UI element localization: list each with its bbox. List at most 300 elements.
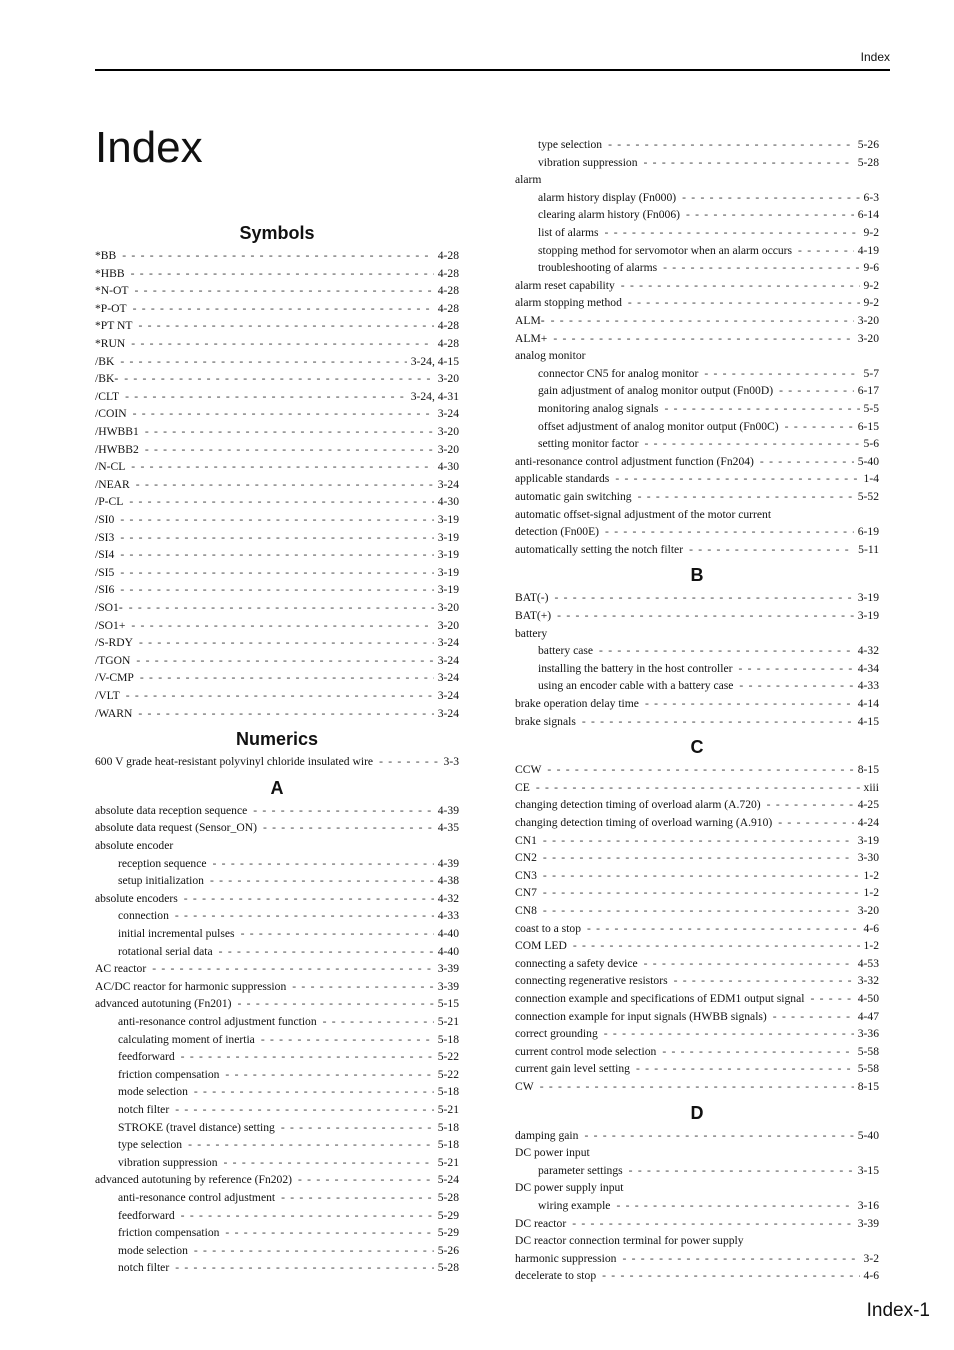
entry-page-ref: 9-2 bbox=[863, 278, 879, 292]
entry-page-ref: 4-30 bbox=[437, 495, 459, 509]
entry-page-ref: 4-28 bbox=[437, 284, 459, 298]
entry-page-ref: xiii bbox=[863, 780, 879, 794]
index-subentry bbox=[538, 400, 879, 417]
index-entry bbox=[515, 761, 879, 778]
index-entry bbox=[515, 1043, 879, 1060]
dot-leader bbox=[298, 1171, 434, 1188]
entry-term: clearing alarm history (Fn006) bbox=[538, 208, 680, 222]
index-entry bbox=[515, 312, 879, 329]
entry-page-ref: 3-19 bbox=[437, 565, 459, 579]
index-entry bbox=[95, 652, 459, 669]
dot-leader bbox=[572, 1215, 854, 1232]
dot-leader bbox=[644, 435, 859, 452]
index-entry bbox=[95, 687, 459, 704]
dot-leader bbox=[779, 382, 854, 399]
dot-leader bbox=[213, 855, 434, 872]
dot-leader bbox=[238, 995, 434, 1012]
index-entry bbox=[515, 1078, 879, 1095]
entry-page-ref: 3-19 bbox=[437, 548, 459, 562]
entry-term: /TGON bbox=[95, 653, 131, 667]
entry-page-ref: 5-18 bbox=[437, 1138, 459, 1152]
dot-leader bbox=[605, 224, 860, 241]
dot-leader bbox=[139, 634, 434, 651]
index-entry bbox=[515, 920, 879, 937]
index-subentry bbox=[118, 855, 459, 872]
dot-leader bbox=[767, 796, 854, 813]
index-subentry bbox=[118, 1259, 459, 1276]
index-entry bbox=[515, 1250, 879, 1267]
index-subentry bbox=[538, 642, 879, 659]
entry-term: anti-resonance control adjustment function bbox=[118, 1015, 317, 1028]
entry-page-ref: 3-19 bbox=[857, 833, 879, 847]
entry-term: notch filter bbox=[118, 1261, 170, 1275]
entry-page-ref: 4-47 bbox=[857, 1009, 879, 1023]
dot-leader bbox=[553, 330, 853, 347]
entry-page-ref: 4-50 bbox=[857, 992, 879, 1005]
entry-page-ref: 8-15 bbox=[857, 1080, 879, 1093]
entry-term: connection bbox=[118, 909, 169, 923]
entry-term: rotational serial data bbox=[118, 944, 213, 958]
entry-term: applicable standards bbox=[515, 472, 610, 486]
index-entry bbox=[95, 599, 459, 616]
entry-page-ref: 3-20 bbox=[857, 314, 879, 327]
entry-page-ref: 1-2 bbox=[863, 939, 879, 953]
dot-leader bbox=[136, 652, 433, 669]
entry-term: ALM- bbox=[515, 314, 545, 327]
entry-page-ref: 3-32 bbox=[857, 974, 879, 988]
index-subentry bbox=[538, 1197, 879, 1214]
dot-leader bbox=[644, 955, 854, 972]
dot-leader bbox=[622, 1250, 859, 1267]
entry-term: CN3 bbox=[515, 868, 537, 882]
dot-leader bbox=[175, 1101, 434, 1118]
index-entry bbox=[515, 506, 879, 523]
entry-term: /V-CMP bbox=[95, 671, 134, 685]
dot-leader bbox=[621, 277, 860, 294]
dot-leader bbox=[664, 400, 859, 417]
entry-page-ref: 5-28 bbox=[437, 1191, 459, 1204]
entry-term: *RUN bbox=[95, 337, 126, 350]
section-heading: Numerics bbox=[235, 729, 319, 750]
index-subentry bbox=[118, 1224, 459, 1241]
index-entry bbox=[515, 607, 879, 624]
index-entry bbox=[95, 890, 459, 907]
index-entry bbox=[515, 171, 879, 188]
index-entry bbox=[515, 779, 879, 796]
index-entry bbox=[95, 617, 459, 634]
dot-leader bbox=[136, 476, 434, 493]
index-entry bbox=[95, 529, 459, 546]
entry-term: COM LED bbox=[515, 939, 567, 953]
index-entry bbox=[515, 347, 879, 364]
entry-term: 600 V grade heat-resistant polyvinyl chloride insulated wire bbox=[95, 755, 374, 769]
entry-term: BAT(+) bbox=[515, 609, 552, 622]
dot-leader bbox=[253, 802, 433, 819]
dot-leader bbox=[663, 259, 859, 276]
index-entry bbox=[515, 488, 879, 505]
index-entry bbox=[515, 1060, 879, 1077]
entry-term: changing detection timing of overload alarm (A.720) bbox=[515, 798, 761, 812]
index-entry bbox=[95, 370, 459, 387]
dot-leader bbox=[120, 353, 406, 370]
entry-page-ref: 5-21 bbox=[437, 1103, 459, 1116]
dot-leader bbox=[129, 599, 434, 616]
entry-term: harmonic suppression bbox=[515, 1251, 617, 1265]
entry-term: calculating moment of inertia bbox=[118, 1032, 255, 1046]
entry-term: AC reactor bbox=[95, 962, 147, 976]
dot-leader bbox=[120, 546, 433, 563]
entry-term: /NEAR bbox=[95, 477, 130, 491]
entry-page-ref: 5-52 bbox=[857, 490, 879, 503]
dot-leader bbox=[131, 617, 433, 634]
index-subentry bbox=[118, 943, 459, 960]
section-heading: A bbox=[270, 777, 284, 798]
dot-leader bbox=[644, 154, 854, 171]
entry-page-ref: 1-4 bbox=[863, 472, 879, 486]
entry-page-ref: 3-24 bbox=[437, 653, 459, 667]
index-entry bbox=[515, 867, 879, 884]
index-entry bbox=[515, 695, 879, 712]
index-entry bbox=[515, 1179, 879, 1196]
entry-page-ref: 4-33 bbox=[857, 679, 879, 693]
entry-term: /SO1+ bbox=[95, 618, 126, 632]
index-entry bbox=[515, 832, 879, 849]
entry-page-ref: 3-20 bbox=[857, 904, 879, 917]
dot-leader bbox=[689, 541, 854, 558]
entry-page-ref: 6-15 bbox=[857, 419, 879, 433]
entry-page-ref: 3-15 bbox=[857, 1163, 879, 1177]
dot-leader bbox=[615, 470, 859, 487]
entry-page-ref: 5-40 bbox=[857, 454, 879, 468]
index-entry bbox=[515, 1025, 879, 1042]
index-entry bbox=[95, 581, 459, 598]
entry-term: decelerate to stop bbox=[515, 1269, 597, 1283]
index-entry bbox=[515, 589, 879, 606]
index-subentry bbox=[118, 1048, 459, 1065]
dot-leader bbox=[224, 1154, 434, 1171]
entry-term: initial incremental pulses bbox=[118, 927, 235, 940]
entry-page-ref: 4-19 bbox=[857, 243, 879, 257]
dot-leader bbox=[138, 317, 433, 334]
dot-leader bbox=[798, 242, 854, 259]
dot-leader bbox=[608, 136, 854, 153]
dot-leader bbox=[126, 687, 434, 704]
entry-page-ref: 3-39 bbox=[857, 1216, 879, 1230]
entry-page-ref: 4-28 bbox=[437, 319, 459, 333]
dot-leader bbox=[557, 607, 854, 624]
dot-leader bbox=[175, 907, 434, 924]
dot-leader bbox=[662, 1043, 853, 1060]
index-subentry bbox=[118, 1136, 459, 1153]
entry-term: CW bbox=[515, 1080, 534, 1093]
entry-page-ref: 3-24 bbox=[437, 477, 459, 491]
index-entry bbox=[515, 277, 879, 294]
index-entry bbox=[95, 819, 459, 836]
entry-page-ref: 3-19 bbox=[437, 513, 459, 526]
dot-leader bbox=[120, 581, 433, 598]
dot-leader bbox=[131, 265, 434, 282]
entry-page-ref: 3-16 bbox=[857, 1199, 879, 1212]
entry-page-ref: 4-32 bbox=[437, 891, 459, 905]
entry-page-ref: 4-53 bbox=[857, 956, 879, 970]
entry-page-ref: 5-21 bbox=[437, 1155, 459, 1169]
dot-leader bbox=[605, 523, 854, 540]
entry-term: troubleshooting of alarms bbox=[538, 261, 658, 275]
entry-page-ref: 6-19 bbox=[857, 525, 879, 539]
dot-leader bbox=[554, 589, 853, 606]
entry-term: DC reactor bbox=[515, 1216, 567, 1230]
entry-term: /SI3 bbox=[95, 530, 115, 544]
entry-page-ref: 5-26 bbox=[857, 138, 879, 151]
index-entry bbox=[515, 796, 879, 813]
entry-page-ref: 4-6 bbox=[863, 921, 879, 935]
entry-page-ref: 3-20 bbox=[437, 442, 459, 456]
index-subentry bbox=[118, 1242, 459, 1259]
entry-page-ref: 6-3 bbox=[863, 190, 879, 204]
dot-leader bbox=[292, 978, 433, 995]
index-entry bbox=[515, 470, 879, 487]
index-subentry bbox=[538, 136, 879, 153]
entry-term: feedforward bbox=[118, 1050, 175, 1064]
entry-page-ref: 5-22 bbox=[437, 1067, 459, 1081]
dot-leader bbox=[582, 713, 854, 730]
entry-page-ref: 3-24 bbox=[437, 671, 459, 685]
index-subentry bbox=[118, 1119, 459, 1136]
entry-page-ref: 6-14 bbox=[857, 208, 879, 222]
entry-term: reception sequence bbox=[118, 856, 207, 870]
dot-leader bbox=[584, 1127, 853, 1144]
entry-term: DC reactor connection terminal for power supply bbox=[515, 1234, 744, 1248]
entry-term: using an encoder cable with a battery case bbox=[538, 679, 734, 693]
index-subentry bbox=[118, 907, 459, 924]
entry-page-ref: 3-20 bbox=[437, 601, 459, 614]
entry-term: changing detection timing of overload warning (A.910) bbox=[515, 816, 773, 829]
index-entry bbox=[95, 423, 459, 440]
index-entry bbox=[95, 300, 459, 317]
dot-leader bbox=[738, 660, 853, 677]
dot-leader bbox=[131, 335, 433, 352]
entry-page-ref: 4-35 bbox=[437, 821, 459, 835]
entry-term: list of alarms bbox=[538, 226, 599, 239]
dot-leader bbox=[636, 1060, 854, 1077]
entry-page-ref: 3-24 bbox=[437, 706, 459, 720]
entry-term: CN1 bbox=[515, 833, 537, 847]
entry-page-ref: 3-36 bbox=[857, 1027, 879, 1041]
entry-term: alarm history display (Fn000) bbox=[538, 190, 677, 204]
entry-page-ref: 3-39 bbox=[437, 979, 459, 993]
entry-term: BAT(-) bbox=[515, 591, 549, 605]
dot-leader bbox=[120, 529, 433, 546]
entry-page-ref: 5-29 bbox=[437, 1226, 459, 1240]
entry-page-ref: 9-2 bbox=[863, 226, 879, 239]
entry-term: battery bbox=[515, 626, 548, 640]
entry-term: *P-OT bbox=[95, 301, 127, 315]
dot-leader bbox=[124, 370, 434, 387]
entry-page-ref: 4-38 bbox=[437, 874, 459, 888]
index-entry bbox=[515, 814, 879, 831]
dot-leader bbox=[138, 705, 433, 722]
entry-term: CN2 bbox=[515, 851, 537, 865]
entry-term: absolute encoder bbox=[95, 839, 174, 852]
entry-page-ref: 3-20 bbox=[437, 618, 459, 632]
entry-page-ref: 5-18 bbox=[437, 1085, 459, 1099]
entry-page-ref: 3-30 bbox=[857, 851, 879, 865]
dot-leader bbox=[129, 493, 433, 510]
entry-term: anti-resonance control adjustment bbox=[118, 1191, 276, 1204]
entry-term: stopping method for servomotor when an alarm occurs bbox=[538, 243, 793, 257]
dot-leader bbox=[543, 832, 854, 849]
entry-term: analog monitor bbox=[515, 349, 586, 363]
header-rule bbox=[95, 69, 890, 71]
dot-leader bbox=[604, 1025, 854, 1042]
entry-term: /SO1- bbox=[95, 601, 123, 614]
entry-term: detection (Fn00E) bbox=[515, 525, 600, 539]
dot-leader bbox=[773, 1008, 854, 1025]
index-entry bbox=[95, 546, 459, 563]
entry-page-ref: 4-32 bbox=[857, 644, 879, 658]
index-subentry bbox=[538, 418, 879, 435]
entry-term: parameter settings bbox=[538, 1163, 623, 1177]
index-subentry bbox=[538, 206, 879, 223]
page-number: Index-1 bbox=[866, 1300, 930, 1321]
dot-leader bbox=[778, 814, 853, 831]
index-entry bbox=[95, 405, 459, 422]
index-subentry bbox=[538, 259, 879, 276]
entry-term: correct grounding bbox=[515, 1027, 598, 1041]
dot-leader bbox=[135, 282, 434, 299]
entry-term: ALM+ bbox=[515, 331, 548, 345]
dot-leader bbox=[628, 294, 860, 311]
index-subentry bbox=[538, 382, 879, 399]
entry-page-ref: 1-2 bbox=[863, 886, 879, 900]
dot-leader bbox=[629, 1162, 854, 1179]
dot-leader bbox=[547, 761, 853, 778]
entry-page-ref: 1-2 bbox=[863, 868, 879, 882]
index-subentry bbox=[118, 1013, 459, 1030]
index-entry bbox=[95, 441, 459, 458]
index-entry bbox=[515, 1232, 879, 1249]
index-entry bbox=[515, 541, 879, 558]
entry-term: current gain level setting bbox=[515, 1062, 630, 1076]
dot-leader bbox=[543, 849, 854, 866]
dot-leader bbox=[241, 925, 434, 942]
entry-term: /SI5 bbox=[95, 565, 115, 579]
index-entry bbox=[95, 802, 459, 819]
entry-term: mode selection bbox=[118, 1243, 188, 1257]
index-entry bbox=[95, 265, 459, 282]
dot-leader bbox=[674, 972, 854, 989]
entry-term: CCW bbox=[515, 763, 542, 777]
index-entry bbox=[95, 978, 459, 995]
entry-term: CN7 bbox=[515, 886, 537, 900]
entry-term: wiring example bbox=[538, 1199, 611, 1212]
entry-term: DC power input bbox=[515, 1146, 590, 1160]
entry-term: type selection bbox=[118, 1138, 183, 1152]
section-heading: B bbox=[690, 565, 704, 586]
dot-leader bbox=[145, 423, 434, 440]
dot-leader bbox=[739, 677, 853, 694]
dot-leader bbox=[599, 642, 854, 659]
entry-term: /HWBB1 bbox=[95, 425, 139, 438]
entry-page-ref: 5-18 bbox=[437, 1032, 459, 1046]
index-subentry bbox=[118, 1101, 459, 1118]
entry-page-ref: 4-40 bbox=[437, 944, 459, 958]
index-subentry bbox=[118, 1031, 459, 1048]
index-entry bbox=[515, 294, 879, 311]
entry-page-ref: 3-19 bbox=[437, 530, 459, 544]
index-entry bbox=[95, 564, 459, 581]
entry-page-ref: 5-28 bbox=[437, 1261, 459, 1275]
entry-page-ref: 3-24, 4-15 bbox=[410, 354, 459, 368]
entry-page-ref: 3-3 bbox=[443, 755, 459, 769]
dot-leader bbox=[602, 1267, 859, 1284]
dot-leader bbox=[616, 1197, 853, 1214]
entry-term: /P-CL bbox=[95, 495, 124, 509]
dot-leader bbox=[263, 819, 434, 836]
dot-leader bbox=[125, 388, 407, 405]
index-entry bbox=[95, 634, 459, 651]
dot-leader bbox=[810, 990, 853, 1007]
entry-term: damping gain bbox=[515, 1128, 579, 1142]
dot-leader bbox=[682, 189, 859, 206]
entry-term: *PT NT bbox=[95, 319, 133, 333]
entry-page-ref: 4-40 bbox=[437, 927, 459, 940]
entry-term: coast to a stop bbox=[515, 921, 582, 935]
index-subentry bbox=[538, 435, 879, 452]
dot-leader bbox=[122, 247, 433, 264]
entry-page-ref: 8-15 bbox=[857, 763, 879, 777]
entry-term: connection example for input signals (HWBB signals) bbox=[515, 1009, 767, 1023]
dot-leader bbox=[543, 867, 860, 884]
entry-page-ref: 5-22 bbox=[437, 1050, 459, 1064]
dot-leader bbox=[184, 890, 434, 907]
entry-page-ref: 3-39 bbox=[437, 962, 459, 976]
entry-page-ref: 3-20 bbox=[437, 425, 459, 438]
index-entry bbox=[515, 972, 879, 989]
index-entry bbox=[95, 388, 459, 405]
dot-leader bbox=[638, 488, 854, 505]
entry-page-ref: 9-2 bbox=[863, 296, 879, 310]
index-subentry bbox=[118, 1154, 459, 1171]
entry-page-ref: 3-20 bbox=[437, 372, 459, 386]
dot-leader bbox=[785, 418, 854, 435]
index-subentry bbox=[538, 365, 879, 382]
dot-leader bbox=[181, 1207, 434, 1224]
entry-page-ref: 5-58 bbox=[857, 1044, 879, 1058]
index-entry bbox=[515, 1008, 879, 1025]
index-subentry bbox=[118, 872, 459, 889]
entry-page-ref: 3-24 bbox=[437, 689, 459, 702]
dot-leader bbox=[261, 1031, 434, 1048]
entry-page-ref: 9-6 bbox=[863, 261, 879, 275]
dot-leader bbox=[225, 1224, 433, 1241]
index-entry bbox=[515, 1267, 879, 1284]
entry-term: /BK bbox=[95, 354, 115, 368]
entry-term: /VLT bbox=[95, 689, 120, 702]
entry-term: battery case bbox=[538, 644, 594, 658]
entry-page-ref: 3-24, 4-31 bbox=[410, 389, 459, 403]
entry-page-ref: 3-24 bbox=[437, 636, 459, 650]
entry-term: AC/DC reactor for harmonic suppression bbox=[95, 979, 287, 993]
dot-leader bbox=[181, 1048, 434, 1065]
entry-page-ref: 3-20 bbox=[857, 331, 879, 345]
index-entry bbox=[95, 960, 459, 977]
dot-leader bbox=[543, 884, 860, 901]
dot-leader bbox=[120, 511, 433, 528]
dot-leader bbox=[704, 365, 859, 382]
entry-term: friction compensation bbox=[118, 1067, 220, 1081]
entry-page-ref: 5-21 bbox=[437, 1015, 459, 1028]
